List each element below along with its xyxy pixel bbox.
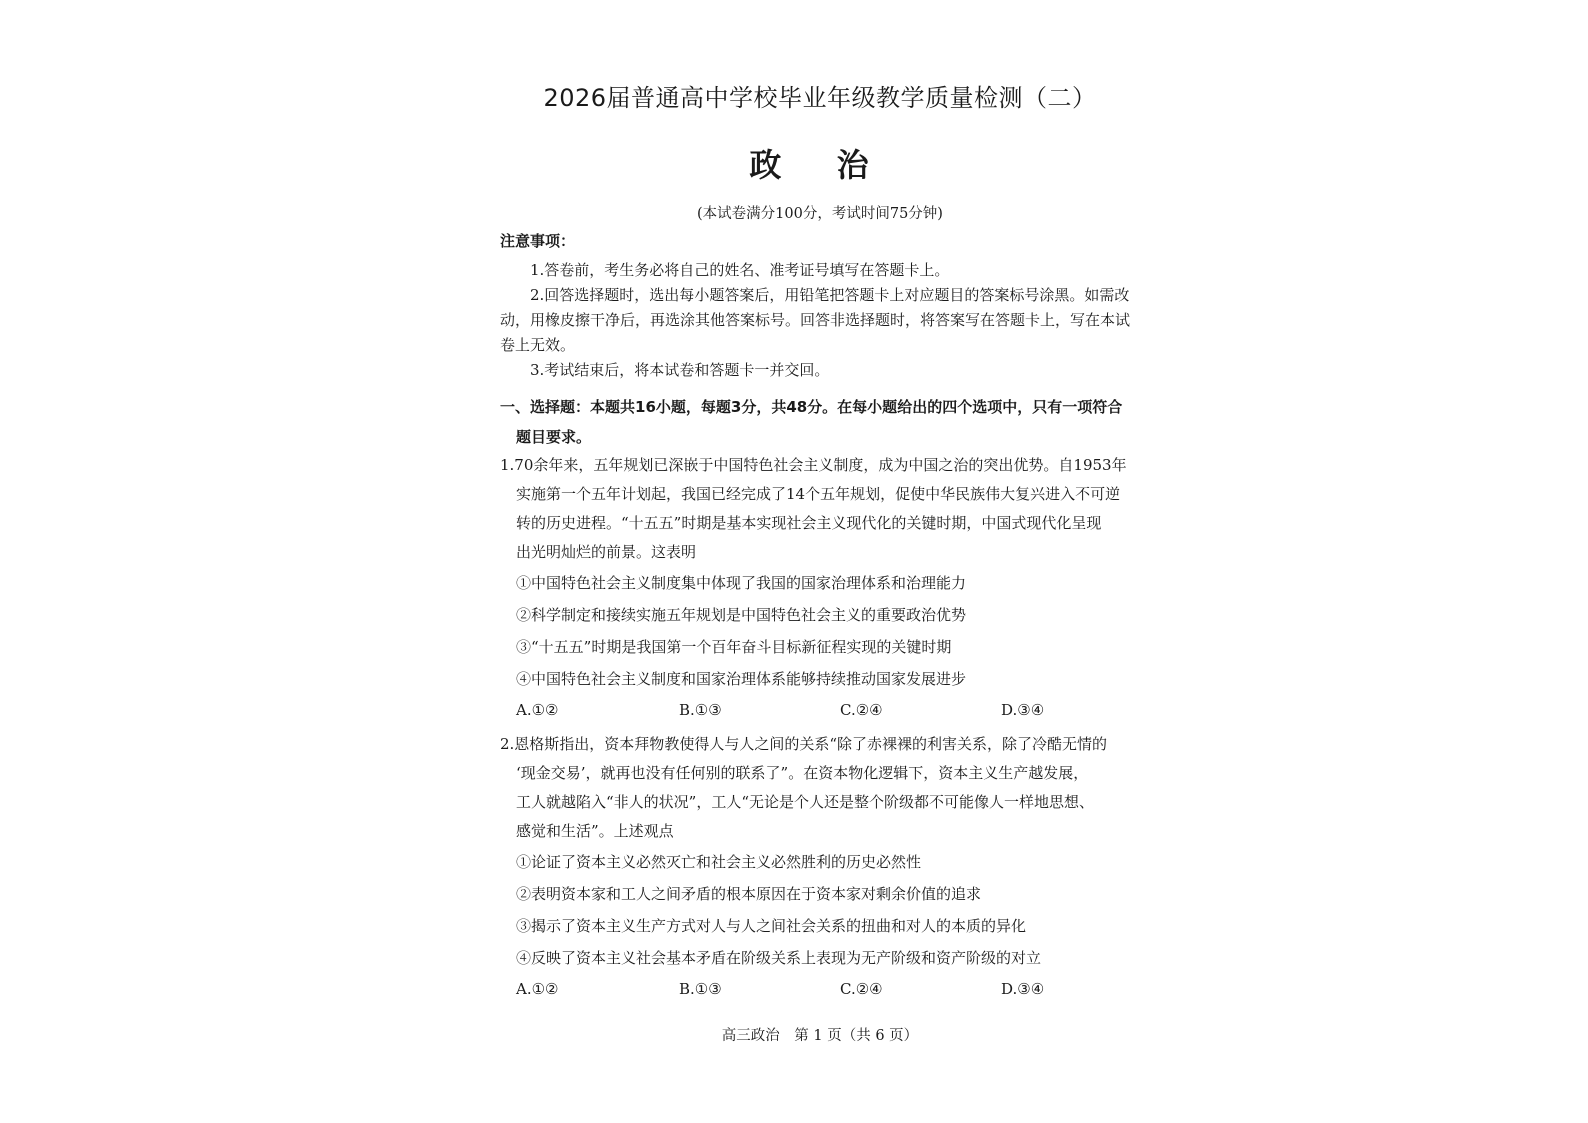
notice-line: 卷上无效。 xyxy=(500,336,576,354)
question-1-statement: ②科学制定和接续实施五年规划是中国特色社会主义的重要政治优势 xyxy=(516,606,967,624)
question-2-option-c: C.②④ xyxy=(840,980,883,998)
question-1-statement: ①中国特色社会主义制度集中体现了我国的国家治理体系和治理能力 xyxy=(516,574,967,592)
question-1-statement: ③“十五五”时期是我国第一个百年奋斗目标新征程实现的关键时期 xyxy=(516,638,952,656)
question-1-stem: 转的历史进程。“十五五”时期是基本实现社会主义现代化的关键时期，中国式现代化呈现 xyxy=(516,514,1102,532)
exam-title: 2026届普通高中学校毕业年级教学质量检测（二） xyxy=(543,84,1097,112)
question-2-statement: ④反映了资本主义社会基本矛盾在阶级关系上表现为无产阶级和资产阶级的对立 xyxy=(516,949,1042,967)
notice-heading: 注意事项： xyxy=(500,232,576,250)
question-1-stem: 出光明灿烂的前景。这表明 xyxy=(516,543,697,561)
question-2-option-a: A.①② xyxy=(516,980,559,998)
question-1-stem: 1.70余年来，五年规划已深嵌于中国特色社会主义制度，成为中国之治的突出优势。自1953年 xyxy=(500,456,1127,474)
subject-title: 政 治 xyxy=(749,146,891,184)
question-2-stem: ‘现金交易’，就再也没有任何别的联系了”。在资本物化逻辑下，资本主义生产越发展， xyxy=(516,764,1089,782)
question-2-statement: ③揭示了资本主义生产方式对人与人之间社会关系的扭曲和对人的本质的异化 xyxy=(516,917,1027,935)
question-1-option-b: B.①③ xyxy=(679,701,722,719)
section-heading: 一、选择题：本题共16小题，每题3分，共48分。在每小题给出的四个选项中，只有一项符合 xyxy=(500,398,1123,416)
question-2-option-d: D.③④ xyxy=(1001,980,1045,998)
notice-line: 1.答卷前，考生务必将自己的姓名、准考证号填写在答题卡上。 xyxy=(530,261,950,279)
question-1-stem: 实施第一个五年计划起，我国已经完成了14个五年规划，促使中华民族伟大复兴进入不可逆 xyxy=(516,485,1121,503)
exam-info: (本试卷满分100分，考试时间75分钟) xyxy=(697,206,943,222)
question-1-option-a: A.①② xyxy=(516,701,559,719)
question-1-statement: ④中国特色社会主义制度和国家治理体系能够持续推动国家发展进步 xyxy=(516,670,967,688)
question-2-stem: 感觉和生活”。上述观点 xyxy=(516,822,674,840)
question-2-stem: 工人就越陷入“非人的状况”，工人“无论是个人还是整个阶级都不可能像人一样地思想、 xyxy=(516,793,1095,811)
notice-line: 动，用橡皮擦干净后，再选涂其他答案标号。回答非选择题时，将答案写在答题卡上，写在本试 xyxy=(500,311,1131,329)
question-2-statement: ②表明资本家和工人之间矛盾的根本原因在于资本家对剩余价值的追求 xyxy=(516,885,982,903)
question-2-option-b: B.①③ xyxy=(679,980,722,998)
question-1-option-c: C.②④ xyxy=(840,701,883,719)
section-heading-cont: 题目要求。 xyxy=(516,428,592,446)
page-footer: 高三政治 第 1 页（共 6 页） xyxy=(721,1028,919,1044)
question-1-option-d: D.③④ xyxy=(1001,701,1045,719)
notice-line: 3.考试结束后，将本试卷和答题卡一并交回。 xyxy=(530,361,830,379)
question-2-statement: ①论证了资本主义必然灭亡和社会主义必然胜利的历史必然性 xyxy=(516,853,922,871)
notice-line: 2.回答选择题时，选出每小题答案后，用铅笔把答题卡上对应题目的答案标号涂黑。如需改 xyxy=(530,286,1130,304)
question-2-stem: 2.恩格斯指出，资本拜物教使得人与人之间的关系“除了赤裸裸的利害关系，除了冷酷无情的 xyxy=(500,735,1107,753)
